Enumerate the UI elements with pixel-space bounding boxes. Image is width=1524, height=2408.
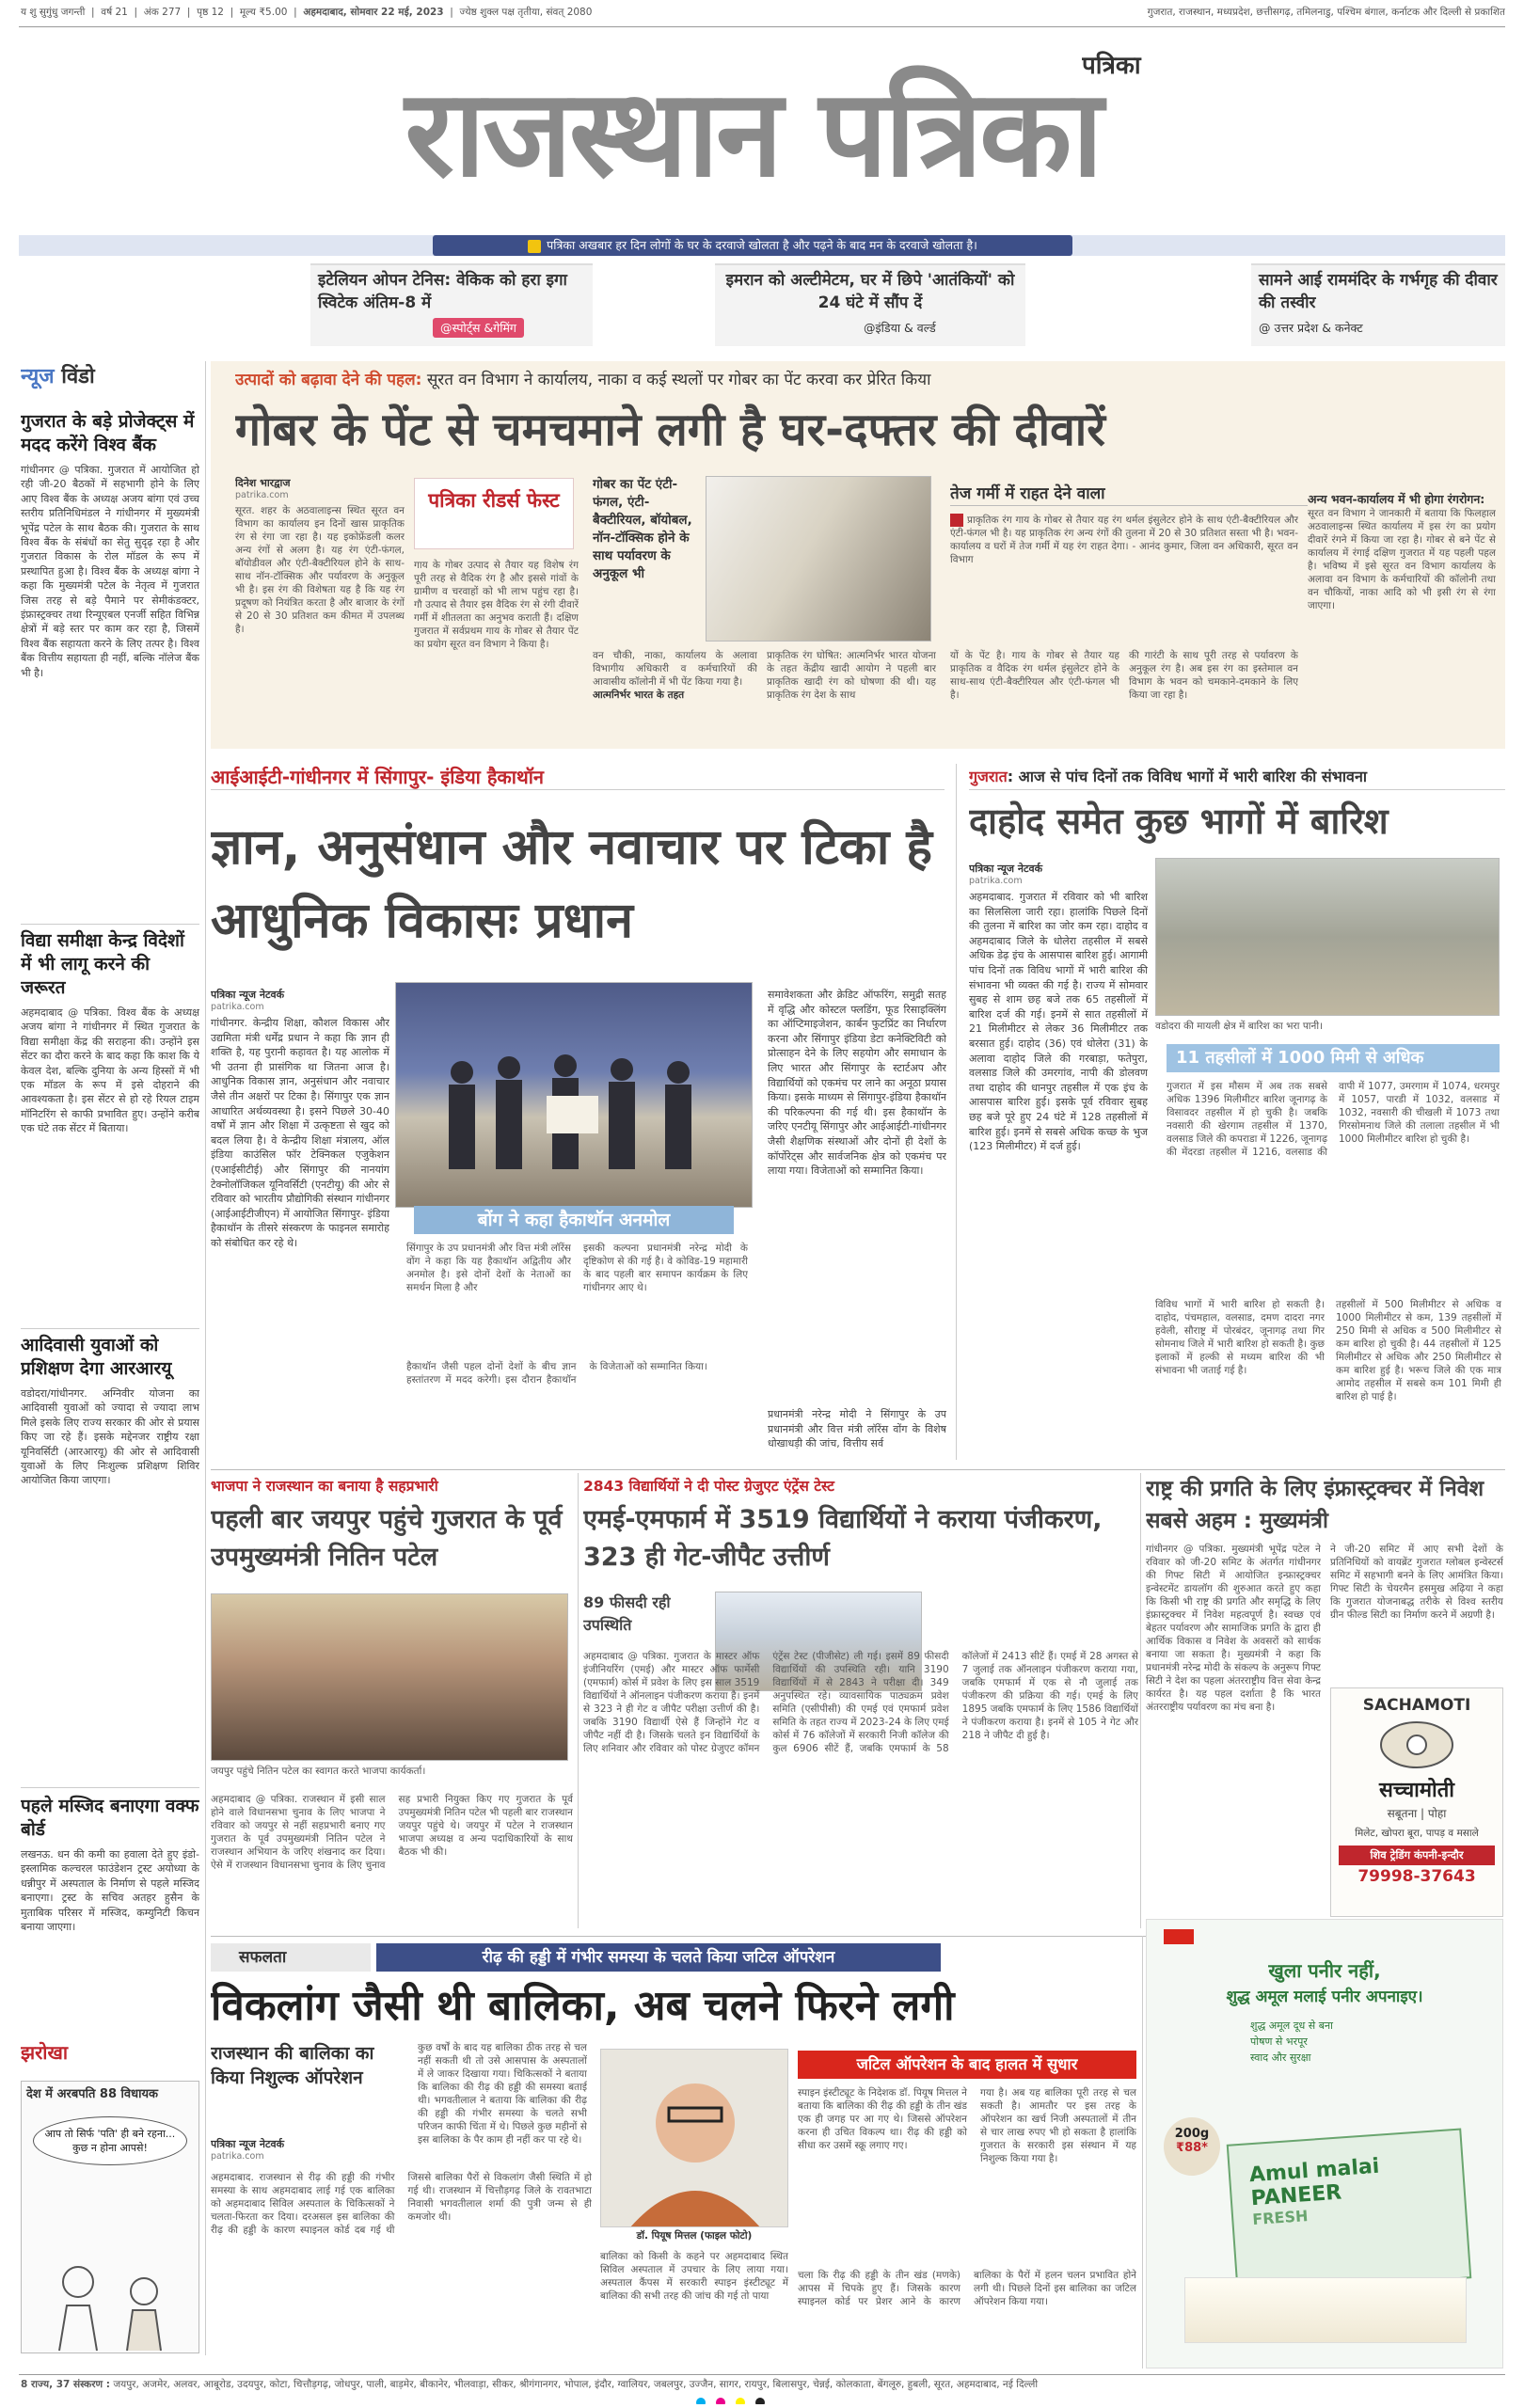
prishth: पृष्ठ 12: [197, 7, 224, 18]
bjp-caption: जयपुर पहुंचे नितिन पटेल का स्वागत करते भाजपा कार्यकर्ता।: [211, 1766, 426, 1777]
iit-photo-text2: इसकी कल्पना प्रधानमंत्री नरेन्द्र मोदी के दृष्टिकोण से की गई है। वे कोविड-19 महामारी के बाद पहली बार समापन कार्यक्रम के लिए गांधीनगर आए थे।: [583, 1243, 748, 1293]
gobar-kicker-red: उत्पादों को बढ़ावा देने की पहल:: [235, 371, 422, 389]
ank: अंक 277: [143, 7, 182, 18]
amul-line1: खुला पनीर नहीं,: [1268, 1959, 1381, 1982]
doctor-photo: [600, 2049, 788, 2227]
spine-kicker: रीढ़ की हड्डी में गंभीर समस्या के चलते किया जटिल ऑपरेशन: [376, 1943, 941, 1972]
gobar-tez-title: तेज गर्मी में राहत देने वाला: [950, 482, 1308, 506]
rain-byline-sub: patrika.com: [969, 876, 1023, 886]
gobar-quote: [950, 514, 1298, 636]
gobar-box-title: गोबर का पेंट एंटी-फंगल, एंटी-बैक्टीरियल, बॉयोबल, नॉन-टॉक्सिक होने के साथ पर्यावरण के अनुकूल भी: [593, 477, 692, 581]
gobar-painting-photo: [706, 476, 931, 642]
newspaper-title: राजस्थान पत्रिका: [405, 64, 1101, 204]
spine-box: [798, 2051, 1136, 2239]
cartoon-bubble: आप तो सिर्फ 'पति' ही बने रहना... कुछ न होना आपसे!: [33, 2116, 187, 2165]
sachamoti-brand-hi: सच्चामोती: [1379, 1779, 1454, 1802]
spine-byline-block: [211, 2137, 408, 2171]
nw-item-3-body: वडोदरा/गांधीनगर. अग्निवीर योजना का आदिवासी युवाओं को ज्यादा से ज्यादा लाभ मिले इसके लिए राज्य सरकार की ओर से प्रयास किए जा रहे हैं। इसके मद्देनजर राष्ट्रीय रक्षा यूनिवर्सिटी (आरआरयू) की ओर से आदिवासी युवाओं के लिए निःशुल्क प्रशिक्षण शिविर आयोजित किया जाएगा।: [21, 1387, 199, 1487]
top-dateline: य शु सुगुंधु जगन्ती | वर्ष 21 | अंक 277 | पृष्ठ 12 | मूल्य ₹5.00 | अहमदाबाद, सोमवार 22 मई, 2023 | ज्येष्ठ शुक्ल पक्ष तृतीया, संवत् 2080: [21, 7, 593, 18]
bjp-photo: [211, 1593, 568, 1761]
spine-body4: चला कि रीढ़ की हड्डी के तीन खंड (मणके) आपस में चिपके हुए हैं। जिसके कारण स्पाइनल कोर्ड पर प्रेशर आने के कारण बालिका के पैरों में हलन चलन प्रभावित होने लगी थी। पिछले दिनों इस बालिका का जटिल ऑपरेशन किया गया।: [798, 2270, 1136, 2307]
spine-label: सफलता: [211, 1943, 371, 1972]
spine-byline: पत्रिका न्यूज नेटवर्क: [211, 2138, 285, 2150]
rain-byline: पत्रिका न्यूज नेटवर्क: [969, 863, 1043, 875]
rain-photo-caption: वडोदरा की मायली क्षेत्र में बारिश का भरा पानी।: [1155, 1021, 1324, 1032]
iit-body-bottom: हैकाथॉन जैसी पहल दोनों देशों के बीच ज्ञान हस्तांतरण में मदद करेगी। इस दौरान हैकाथॉन के विजेताओं को सम्मानित किया।: [406, 1361, 707, 1386]
iit-col1: [211, 988, 389, 1463]
mba-body: अहमदाबाद @ पत्रिका. गुजरात के मास्टर ऑफ इंजीनियरिंग (एमई) और मास्टर ऑफ फार्मेसी (एमफार्म) कोर्स में प्रवेश के लिए इस साल 3519 विद्यार्थियों ने ऑनलाइन पंजीकरण कराया है। इनमें से 323 ने ही गेट व जीपैट परीक्षा उत्तीर्ण की है। जबकि 3190 विद्यार्थी ऐसे हैं जिन्होंने गेट व जीपैट नहीं दी है। जिसके चलते इन विद्यार्थियों के लिए शनिवार और रविवार को पोस्ट ग्रेजुएट कॉमन एंट्रेंस टेस्ट (पीजीसेट) ली गई। इसमें 89 फीसदी विद्यार्थियों की उपस्थिति रही। यानि 3190 विद्यार्थियों में से 2843 ने परीक्षा दी। 349 अनुपस्थित रहे। व्यावसायिक पाठ्यक्रम प्रवेश समिति (एसीपीसी) की एमई एवं एमफार्म प्रवेश समिति के तहत राज्य में 2023-24 के लिए एमई कोर्स में 76 कॉलेजों में सरकारी निजी कॉलेज की कुल 6906 सीटें हैं, जबकि एमफार्म के 58 कॉलेजों में 2413 सीटें हैं। एमई में 28 अगस्त से 7 जुलाई तक ऑनलाइन पंजीकरण कराया गया, जबकि एमफार्म में एक से नौ जुलाई तक पंजीकरण की प्रक्रिया की गई। एमई के लिए 1895 जबकि एमफार्म के लिए 1586 विद्यार्थियों ने पंजीकरण कराया है। इनमें से 105 ने गेट और 218 ने जीपैट दी हुई है।: [583, 1651, 1138, 1754]
iit-body3: प्रधानमंत्री नरेन्द्र मोदी ने सिंगापुर के उप प्रधानमंत्री और वित्त मंत्री लॉरेंस वोंग के विशेष धोखाधड़ी की जांच, वित्तीय सर्व: [768, 1408, 946, 1450]
rain-headline: दाहोद समेत कुछ भागों में बारिश: [969, 800, 1389, 842]
footer-cities: जयपुर, अजमेर, अलवर, आबूरोड, उदयपुर, कोटा, चित्तौड़गढ़, जोधपुर, पाली, बाड़मेर, बीकानेर, भीलवाड़ा, सीकर, श्रीगंगानगर, भोपाल, इंदौर, ग्वालियर, जबलपुर, उज्जैन, सागर, रायपुर, बिलासपुर, चेन्नई, कोलकाता, बेंगलूरु, हुबली, सूरत, अहमदाबाद, नई दिल्ली: [113, 2379, 1039, 2390]
teaser-sports[interactable]: [310, 263, 593, 346]
dateline: अहमदाबाद, सोमवार 22 मई, 2023: [303, 7, 444, 18]
infra-headline: राष्ट्र की प्रगति के लिए इंफ्रास्ट्रक्चर में निवेश सबसे अहम : मुख्यमंत्री: [1146, 1477, 1484, 1533]
gobar-body3-sub: आत्मनिर्भर भारत के तहत: [593, 689, 685, 701]
iit-photo-text1: सिंगापुर के उप प्रधानमंत्री और वित्त मंत्री लॉरेंस वोंग ने कहा कि यह हैकाथॉन अद्वितीय और अनमोल है। इसे दोनों देशों के नेताओं का समर्थन मिला है और: [406, 1243, 571, 1293]
sachamoti-brand: SACHAMOTI: [1362, 1696, 1471, 1715]
nw-item-1-headline: गुजरात के बड़े प्रोजेक्ट्स में मदद करेंगे विश्व बैंक: [21, 411, 195, 455]
rain-box-body: गुजरात में इस मौसम में अब तक सबसे अधिक 1396 मिलीमीटर बारिश जूनागढ़ के विसावदर तहसील में हो चुकी है। जबकि नवसारी की खेरगाम तहसील में 1370, वलसाड जिले की कपराडा में 1226, जूनागढ़ की मेंदरडा तहसील में 1216, वलसाड की वापी में 1077, उमरगाम में 1074, धरमपुर में 1057, पारडी में 1032, वलसाड में 1032, नवसारी की चीखली में 1073 तथा गिरसोमनाथ जिले की तलाला तहसील में भी 1000 मिलीमीटर बारिश हो चुकी है।: [1167, 1081, 1500, 1158]
tagline-text: पत्रिका अखबार हर दिन लोगों के घर के दरवाजे खोलता है और पढ़ने के बाद मन के दरवाजे खोलता है।: [547, 238, 977, 252]
nw-item-2-body: अहमदाबाद @ पत्रिका. विश्व बैंक के अध्यक्ष अजय बांगा ने गांधीनगर में स्थित गुजरात के विद्या समीक्षा केंद्र की सराहना की। उन्होंने इस सेंटर का दौरा करने के बाद कहा कि काश कि ये केवल देश, बल्कि दुनिया के अन्य हिस्सों में भी एक मॉडल के रूप में इसे दोहराने की आवश्यकता है। इस सेंटर से हो रहे रियल टाइम मॉनिटरिंग से काफी प्रभावित हुए। उन्होंने करीब एक घंटे तक सेंटर में बिताया।: [21, 1006, 199, 1135]
gobar-body2: गाय के गोबर उत्पाद से तैयार यह विशेष रंग पूरी तरह से वैदिक रंग है और इससे गांवों के ग्रामीण व चरवाहों को भी लाभ पहुंच रहा है। गौ उत्पाद से तैयार इस वैदिक रंग से रंगी दीवारें गर्मी में शीतलता का अनुभव कराती हैं। दक्षिण गुजरात में सर्वप्रथम गाय के गोबर से तैयार पेंट का प्रयोग सूरत वन विभाग ने किया है।: [414, 560, 579, 650]
gobar-headline: गोबर के पेंट से चमचमाने लगी है घर-दफ्तर की दीवारें: [235, 404, 1105, 456]
gobar-body7: की गारंटी के साथ पूरी तरह से पर्यावरण के अनुकूल रंग है। अब इस रंग का इस्तेमाल वन विभाग के भवन को चमकाने-दमकाने के लिए किया जा रहा है।: [1129, 650, 1298, 701]
iit-body2: समावेशकता और क्रेडिट ऑफरिंग, समुद्री सतह में वृद्धि और कोस्टल फ्लडिंग, फूड रिसाइक्लिंग का ऑप्टिमाइजेशन, कार्बन फुटप्रिंट का निर्धारण करना और सिंगापुर इंडिया डेटा कनेक्टिविटी को प्रोत्साहन देने के लिए सहयोग और समाधान के लिए भारत और सिंगापुर के स्टार्टअप और विद्यार्थियों को एकमंच पर लाने का अनूठा प्रयास किया। इसके माध्यम से सिंगापुर-इंडिया हैकाथॉन की परिकल्पना की गई थी। इस हैकाथॉन के जरिए एनटीयू सिंगापुर और आईआईटी-गांधीनगर जैसी शैक्षणिक संस्थाओं और दोनों ही देशों के कॉर्पोरेट्स और सार्वजनिक क्षेत्र को एकमंच पर लाया गया। विजेताओं को सम्मानित किया।: [768, 989, 946, 1178]
sachamoti-dealer: शिव ट्रेडिंग कंपनी-इन्दौर: [1339, 1846, 1495, 1865]
rain-body2: विविध भागों में भारी बारिश हो सकती है। दाहोद, पंचमहाल, वलसाड, दमण दादरा नगर हवेली, सौराष्ट्र में पोरबंदर, जूनागढ़ तथा गिर सोमनाथ जिले में भारी बारिश हो सकती है। कुछ इलाकों में हल्की से मध्यम बारिश की भी संभावना भी जताई गई है।: [1155, 1299, 1325, 1376]
spine-body1: अहमदाबाद. राजस्थान से रीढ़ की हड्डी की गंभीर समस्या के साथ अहमदाबाद लाई गई एक बालिका को अहमदाबाद सिविल अस्पताल के चिकित्सकों ने चलता-फिरता कर दिया। दरअसल इस बालिका की रीढ़ की हड्डी के कारण स्पाइनल कोर्ड दब गई थी जिससे बालिका पैरों से विकलांग जैसी स्थिति में हो गई थी। राजस्थान में चित्तौड़गढ़ जिले के रावतभाटा निवासी भगवतीलाल शर्मा की पुत्री जन्म से ही कमजोर थी।: [211, 2172, 592, 2236]
mba-sub: 89 फीसदी रही उपस्थिति: [583, 1593, 671, 1634]
fest-title: पत्रिका रीडर्स फेस्ट: [428, 489, 560, 512]
teaser-world-tag: @इंडिया & वर्ल्ड: [864, 321, 936, 335]
gobar-body4: प्राकृतिक रंग घोषित: आत्मनिर्भर भारत योजना के तहत केंद्रीय खादी आयोग ने पहली बार प्राकृतिक खादी रंग को घोषणा की थी। यह प्राकृतिक रंग देश के साथ: [767, 650, 936, 701]
gobar-right-col: [1308, 491, 1496, 745]
amul-pack: [1227, 2128, 1472, 2294]
rain-col1: [969, 862, 1148, 1464]
amul-price-badge: [1164, 2117, 1220, 2176]
nw-item-4-body: लखनऊ. धन की कमी का हवाला देते हुए इंडो-इस्लामिक कल्चरल फाउंडेशन ट्रस्ट अयोध्या के धन्नीपुर में अस्पताल के निर्माण से पहले मस्जिद बनाएगा। ट्रस्ट के सचिव अतहर हुसैन के मुताबिक परिसर में मस्जिद, कम्युनिटी किचन बनाया जाएगा।: [21, 1848, 199, 1934]
gobar-byline: दिनेश भारद्वाज: [235, 477, 291, 489]
nw-item-2: [21, 929, 199, 1306]
rain-body1: अहमदाबाद. गुजरात में रविवार को भी बारिश का सिलसिला जारी रहा। हालांकि पिछले दिनों की तुलना में बारिश का जोर कम रहा। दाहोद व अहमदाबाद जिले के धोलेरा तहसील में सबसे अधिक डेढ़ इंच के आसपास बारिश हुई। आगामी पांच दिनों तक विविध भागों में भारी बारिश की संभावना भी व्यक्त की गई है। राज्य में सोमवार सुबह से शाम छह बजे तक 65 तहसीलों में बारिश दर्ज की गई। इनमें से सात तहसीलों में 21 मिलीमीटर से लेकर 36 मिलीमीटर तक बरसात हुई। दाहोद (36) एवं धोलेरा (31) के अलावा दाहोद जिले की गरबाड़ा, फतेपुरा, वलसाड जिले की उमरगांव, नापी की डोलवण तथा दाहोद की धानपुर तहसील में एक इंच के आसपास बारिश हुई। इसके पूर्व रविवार सुबह छह बजे पूरे हुए 24 घंटे में 128 तहसीलों में बारिश हुई। इनमें से सबसे अधिक कच्छ के भुज (123 मिलीमीटर) में दर्ज हुई।: [969, 891, 1148, 1153]
amul-paneer-ad[interactable]: [1146, 1919, 1503, 2368]
nw-item-4: [21, 1795, 199, 2011]
spine-headline: विकलांग जैसी थी बालिका, अब चलने फिरने लगी: [211, 1982, 955, 2030]
spine-box-title: जटिल ऑपरेशन के बाद हालत में सुधार: [798, 2051, 1136, 2079]
rain-kicker-text: : आज से पांच दिनों तक विविध भागों में भारी बारिश की संभावना: [1007, 768, 1367, 785]
teaser-world[interactable]: [715, 263, 1025, 346]
iit-photo-people-icon: [396, 983, 753, 1208]
teaser-sports-text: इटेलियन ओपन टेनिस: वेकिक को हरा इगा स्विटेक अंतिम-8 में: [318, 271, 567, 312]
amul-b2: पोषण से भरपूर: [1250, 2036, 1308, 2048]
jharokha-label: झरोखा: [21, 2041, 69, 2064]
editions-line: गुजरात, राजस्थान, मध्यप्रदेश, छत्तीसगढ़, तमिलनाडु, पश्चिम बंगाल, कर्नाटक और दिल्ली से प्रकाशित: [1147, 7, 1505, 18]
sachamoti-phone: 79998-37643: [1357, 1867, 1476, 1886]
amul-line2: शुद्ध अमूल मलाई पनीर अपनाइए।: [1226, 1988, 1423, 2006]
gobar-body1: सूरत. शहर के अठवालाइन्स स्थित सूरत वन विभाग का कार्यालय इन दिनों खास प्राकृतिक रंग से रंगा जा रहा है। यह इकोफ्रेंडली कलर अन्य रंगों से अलग है। यह रंग एंटी-फंगल, बॉयोडीवल और एंटी-बैक्टीरियल होने के साथ-साथ नॉन-टॉक्सिक और पर्यावरण के अनुकूल भी है। इस रंग की विशेषता यह है कि यह रंग प्रदूषण को नियंत्रित करता है और बाजार के रंगों से 20 से 30 प्रतिशत कम कीमत में उपलब्ध है।: [235, 505, 405, 635]
news-window-header: [21, 361, 199, 389]
teaser-up-tag: @ उत्तर प्रदेश & कनेक्ट: [1259, 321, 1363, 335]
amul-logo-icon: [1164, 1929, 1194, 1944]
iit-byline: पत्रिका न्यूज नेटवर्क: [211, 989, 285, 1001]
gobar-right-title: अन्य भवन-कार्यालय में भी होगा रंगरोगन:: [1308, 492, 1485, 506]
tagline: [433, 235, 1072, 256]
teaser-up[interactable]: [1251, 263, 1505, 346]
nw-item-2-headline: विद्या समीक्षा केन्द्र विदेशों में भी लागू करने की जरूरत: [21, 930, 184, 998]
iit-photo: [395, 982, 753, 1208]
rain-box: [1167, 1044, 1500, 1289]
amul-cheese-block: [1184, 2277, 1467, 2343]
cartoon-title: देश में अरबपति 88 विधायक: [26, 2087, 159, 2101]
news-window-label-b: विंडो: [61, 365, 95, 388]
footer-count: 8 राज्य, 37 संस्करण :: [21, 2379, 110, 2390]
spine-body3: बालिका को किसी के कहने पर अहमदाबाद स्थित सिविल अस्पताल में उपचार के लिए लाया गया। अस्पताल कैंपस में सरकारी स्पाइन इंस्टीट्यूट में बालिका की सभी तरह की जांच की गई तो पाया: [600, 2251, 788, 2302]
amul-price: ₹88*: [1176, 2141, 1208, 2155]
gobar-quote-text: प्राकृतिक रंग गाय के गोबर से तैयार यह रंग थर्मल इंसुलेटर होने के साथ एंटी-बैक्टीरियल और एंटी-फंगल भी है। यह प्राकृतिक रंग अन्य रंगों की तुलना में 20 से 30 प्रतिशत सस्ता भी है। भवन-कार्यालय व घरों में तेज गर्मी में यह रंग राहत देगा। - आनंद कुमार, जिला वन अधिकारी, सूरत वन विभाग: [950, 515, 1298, 565]
amul-b3: स्वाद और सुरक्षा: [1250, 2052, 1311, 2064]
nw-item-1-body: गांधीनगर @ पत्रिका. गुजरात में आयोजित हो रही जी-20 बैठकों में सहभागी होने के लिए आए विश्व बैंक के अध्यक्ष अजय बांगा एवं उच्च स्तरीय प्रतिनिधिमंडल ने गांधीनगर में मुख्यमंत्री भूपेंद्र पटेल के साथ बैठक की। गुजरात के साथ विश्व बैंक के संबंधों का सेतु सुदृढ़ रहा है और गुजरात विकास के रोल मॉडल के रूप में प्रस्थापित हुआ है। विश्व बैंक के अध्यक्ष बांगा ने कहा कि मुख्यमंत्री पटेल के नेतृत्व में गुजरात जिस तरह से बड़े पैमाने पर सेमीकंडक्टर, इंफ्रास्ट्रक्चर तथा रिन्यूएबल एनर्जी सहित विभिन्न क्षेत्रों में बड़े स्तर पर काम कर रहा है, जिसमें विश्व बैंक सहायता करने के लिए तत्पर है। विश्व बैंक वित्तीय सहायता ही नहीं, बल्कि नॉलेज बैंक भी है।: [21, 464, 199, 679]
quote-icon: [950, 514, 963, 527]
spine-box-body1: स्पाइन इंस्टीट्यूट के निदेशक डॉ. पियूष मित्तल ने बताया कि बालिका की रीढ़ की हड्डी के तीन खंड एक ही जगह पर आ गए थे। जिससे ऑपरेशन करना ही उचित विकल्प था। रीढ़ की हड्डी को सीधा कर उसमें स्क्रू लगाए गए।: [798, 2087, 967, 2151]
sachamoti-tagline: सबूतना | पोहा: [1387, 1807, 1447, 1820]
nw-item-3: [21, 1334, 199, 1766]
jharokha-cartoon: [21, 2081, 199, 2353]
gobar-kicker: [235, 367, 1496, 393]
rain-body3: तहसीलों में 500 मिलीमीटर से अधिक व 1000 मिलीमीटर से कम, 139 तहसीलों में 250 मिमी से अधिक व 500 मिलीमीटर से कम बारिश हो चुकी है। 44 तहसीलों में 125 मिलीमीटर से अधिक और 250 मिलीमीटर से कम बारिश हुई है। भरूच जिले की एक मात्र आमोद तहसील में सबसे कम 101 मिमी ही बारिश हो पाई है।: [1336, 1299, 1501, 1402]
rain-box-title: 11 तहसीलों में 1000 मिमी से अधिक: [1167, 1044, 1500, 1072]
rain-photo: [1155, 858, 1500, 1016]
shell-logo-icon: [1374, 1719, 1459, 1771]
sachamoti-ad[interactable]: [1330, 1687, 1503, 1917]
gobar-highlight-box: [593, 476, 696, 673]
iit-kicker: आईआईटी-गांधीनगर में सिंगापुर- इंडिया हैकाथॉन: [211, 764, 945, 790]
teaser-world-text: इमरान को अल्टीमेटम, घर में छिपे 'आतंकियों' को 24 घंटे में सौंप दें: [725, 271, 1015, 312]
mba-kicker: 2843 विद्यार्थियों ने दी पोस्ट ग्रेजुएट एंट्रेंस टेस्ट: [583, 1478, 834, 1495]
doctor-portrait-icon: [601, 2050, 788, 2227]
gobar-body3-text: वन चौकी, नाका, कार्यालय के अलावा विभागीय अधिकारी व कर्मचारियों की आवासीय कॉलोनी में भी पेंट किया गया है।: [593, 650, 757, 688]
readers-fest-logo: [414, 478, 574, 549]
iit-photo-caption: बोंग ने कहा हैकाथॉन अनमोल: [414, 1206, 734, 1234]
gobar-body3: [593, 649, 757, 743]
teaser-sports-tag: @स्पोर्ट्स &गेमिंग: [433, 318, 524, 338]
nw-item-1: [21, 410, 199, 876]
gobar-col1: [235, 476, 405, 744]
spine-box-body2: गया है। अब यह बालिका पूरी तरह से चल सकती है। आमतौर पर इस तरह के ऑपरेशन का खर्च निजी अस्पतालों में तीन से चार लाख रुपए भी हो सकता है हालांकि गुजरात के सरकारी इस संस्थान में यह निशुल्क किया गया है।: [980, 2087, 1136, 2164]
cartoon-figure-icon: [22, 2249, 199, 2353]
tagline-icon: [528, 240, 541, 253]
mba-headline: एमई-एमफार्म में 3519 विद्यार्थियों ने कराया पंजीकरण, 323 ही गेट-जीपैट उत्तीर्ण: [583, 1505, 1103, 1572]
rain-kicker: [969, 764, 1505, 790]
amul-sub: FRESH: [1251, 2207, 1309, 2229]
top-motto: य शु सुगुंधु जगन्ती: [21, 7, 86, 18]
amul-weight: 200g: [1174, 2127, 1210, 2141]
iit-body1: गांधीनगर. केन्द्रीय शिक्षा, कौशल विकास और उद्यमिता मंत्री धर्मेंद्र प्रधान ने कहा कि ज्ञान ही शक्ति है, यह पुरानी कहावत है। यह आलोक में भी उतना ही प्रासंगिक था जितना आज है। आधुनिक विकास ज्ञान, अनुसंधान और नवाचार जैसे तीन अक्षरों पर टिका है। सिंगापुर एक ज्ञान आधारित अर्थव्यवस्था है। इसने पिछले 30-40 वर्षों में ज्ञान और शिक्षा में उत्कृष्टता से खुद को बदल लिया है। वे केन्द्रीय शिक्षा मंत्रालय, ऑल इंडिया काउंसिल फॉर टेक्निकल एजुकेशन (एआईसीटीई) और सिंगापुर की नानयांग टेक्नोलॉजिकल यूनिवर्सिटी (एनटीयू) की ओर से रविवार को भारतीय प्रौद्योगिकी संस्थान गांधीनगर (आईआईटीजीएन) में आयोजित सिंगापुर- इंडिया हैकाथॉन के तीसरे संस्करण के फाइनल समारोह को संबोधित कर रहे थे।: [211, 1017, 389, 1249]
infra-body2: ने जी-20 समिट में आए सभी देशों के प्रतिनिधियों को वायब्रेंट गुजरात ग्लोबल इन्वेस्टर्स समिट में सहभागी बनने के लिए आमंत्रित किया। गिफ्ट सिटी के चेयरमैन हसमुख अढ़िया ने कहा कि गुजरात योजनाबद्ध तरीके से विश्व स्तरीय ग्रीन फील्ड सिटी का निर्माण करने में अग्रणी है।: [1330, 1544, 1503, 1621]
iit-headline: ज्ञान, अनुसंधान और नवाचार पर टिका है आधुनिक विकासः प्रधान: [211, 819, 933, 949]
varsh: वर्ष 21: [101, 7, 128, 18]
bjp-kicker: भाजपा ने राजस्थान का बनाया है सहप्रभारी: [211, 1478, 438, 1495]
nw-item-4-headline: पहले मस्जिद बनाएगा वक्फ बोर्ड: [21, 1796, 199, 1840]
spine-subhead: राजस्थान की बालिका का किया निशुल्क ऑपरेशन: [211, 2043, 374, 2088]
amul-product: Amul malai PANEER: [1248, 2154, 1381, 2211]
spine-body2: कुछ वर्षों के बाद यह बालिका ठीक तरह से चल नहीं सकती थी तो उसे आसपास के अस्पतालों में ले जाकर दिखाया गया। चिकित्सकों ने बताया कि बालिका की रीढ़ की हड्डी की समस्या बताई थी। भगवतीलाल ने बताया कि बालिका की रीढ़ की हड्डी की गंभीर समस्या के चलते सभी परिजन काफी चिंता में थे। पिछले कुछ महीनों से इस बालिका के पैर काम ही नहीं कर पा रहे थे।: [418, 2042, 587, 2146]
iit-byline-sub: patrika.com: [211, 1002, 264, 1012]
rain-kicker-red: गुजरात: [969, 768, 1008, 785]
bjp-headline: पहली बार जयपुर पहुंचे गुजरात के पूर्व उपमुख्यमंत्री नितिन पटेल: [211, 1505, 563, 1572]
gobar-byline-sub: patrika.com: [235, 490, 289, 500]
amul-b1: शुद्ध अमूल दूध से बना: [1250, 2020, 1333, 2032]
gobar-body6: यों के पेंट है। गाय के गोबर से तैयार यह प्राकृतिक व वैदिक रंग थर्मल इंसुलेटर होने के साथ-साथ एंटी-बैक्टीरियल और एंटी-फंगल भी है।: [950, 650, 1119, 701]
tithi: ज्येष्ठ शुक्ल पक्ष तृतीया, संवत् 2080: [459, 7, 593, 18]
gobar-right-body: सूरत वन विभाग ने जानकारी में बताया कि फिलहाल अठवालाइन्स स्थित कार्यालय में इस रंग का प्रयोग दीवारें रंगने में किया जा रहा है। गोबर से बने पेंट से कार्यालय में रंगाई दक्षिण गुजरात में यह पहली पहल है। भविष्य में इसे सूरत वन विभाग कार्यालय के अलावा वन विभाग के कर्मचारियों की कॉलोनी तथा वन चौकियों, नाका आदि को भी इसी रंग से रंगा जाएगा।: [1308, 508, 1496, 611]
mulya: मूल्य ₹5.00: [239, 7, 288, 18]
teaser-up-text: सामने आई राममंदिर के गर्भगृह की दीवार की तस्वीर: [1259, 271, 1498, 312]
news-window-label-a: न्यूज: [21, 365, 55, 388]
gobar-kicker-text: सूरत वन विभाग ने कार्यालय, नाका व कई स्थलों पर गोबर का पेंट करवा कर प्रेरित किया: [426, 371, 931, 389]
sachamoti-line: मिलेट, खोपरा बूरा, पापड़ व मसाले: [1355, 1828, 1479, 1839]
bjp-body: अहमदाबाद @ पत्रिका. राजस्थान में इसी साल होने वाले विधानसभा चुनाव के लिए भाजपा ने रविवार को जयपुर से नहीं सहप्रभारी बनाए गए गुजरात के पूर्व उपमुख्यमंत्री नितिन पटेल ने राजस्थान अभियान के जरिए शंखनाद कर दिया। ऐसे में राजस्थान विधानसभा चुनाव के लिए चुनाव सह प्रभारी नियुक्त किए गए गुजरात के पूर्व उपमुख्यमंत्री नितिन पटेल भी पहली बार राजस्थान जयपुर पहुंचे थे। जयपुर में पटेल ने राजस्थान भाजपा अध्यक्ष व अन्य पदाधिकारियों के साथ बैठक भी की।: [211, 1794, 573, 1871]
small-brand: पत्रिका: [1082, 52, 1141, 80]
doctor-caption: डॉ. पियूष मित्तल (फाइल फोटो): [636, 2230, 753, 2242]
print-color-bar: [696, 2393, 837, 2404]
infra-body: गांधीनगर @ पत्रिका. मुख्यमंत्री भूपेंद्र पटेल ने रविवार को जी-20 समिट के अंतर्गत गांधीनगर की गिफ्ट सिटी में आयोजित इन्फ्रास्ट्रक्चर इन्वेस्टमेंट डायलॉग की शुरुआत करते हुए कहा कि किसी भी राष्ट्र की प्रगति और समृद्धि के लिए इंफ्रास्ट्रक्चर में निवेश महत्वपूर्ण है। स्वच्छ एवं बेहतर पर्यावरण और सामाजिक प्रगति के द्वारा ही आर्थिक विकास व निवेश के अवसरों को सार्थक बनाया जा सकता है। मुख्यमंत्री ने कहा कि प्रधानमंत्री नरेन्द्र मोदी के संकल्प के अनुरूप गिफ्ट सिटी ने देश का पहला अंतरराष्ट्रीय वित्त सेवा केन्द्र कार्यरत है। यह पहल दर्शाता है कि भारत अंतरराष्ट्रीय पर्यावरण का मंच बना है।: [1146, 1544, 1321, 1713]
nw-item-3-headline: आदिवासी युवाओं को प्रशिक्षण देगा आरआरयू: [21, 1335, 172, 1379]
spine-byline-sub: patrika.com: [211, 2151, 264, 2162]
